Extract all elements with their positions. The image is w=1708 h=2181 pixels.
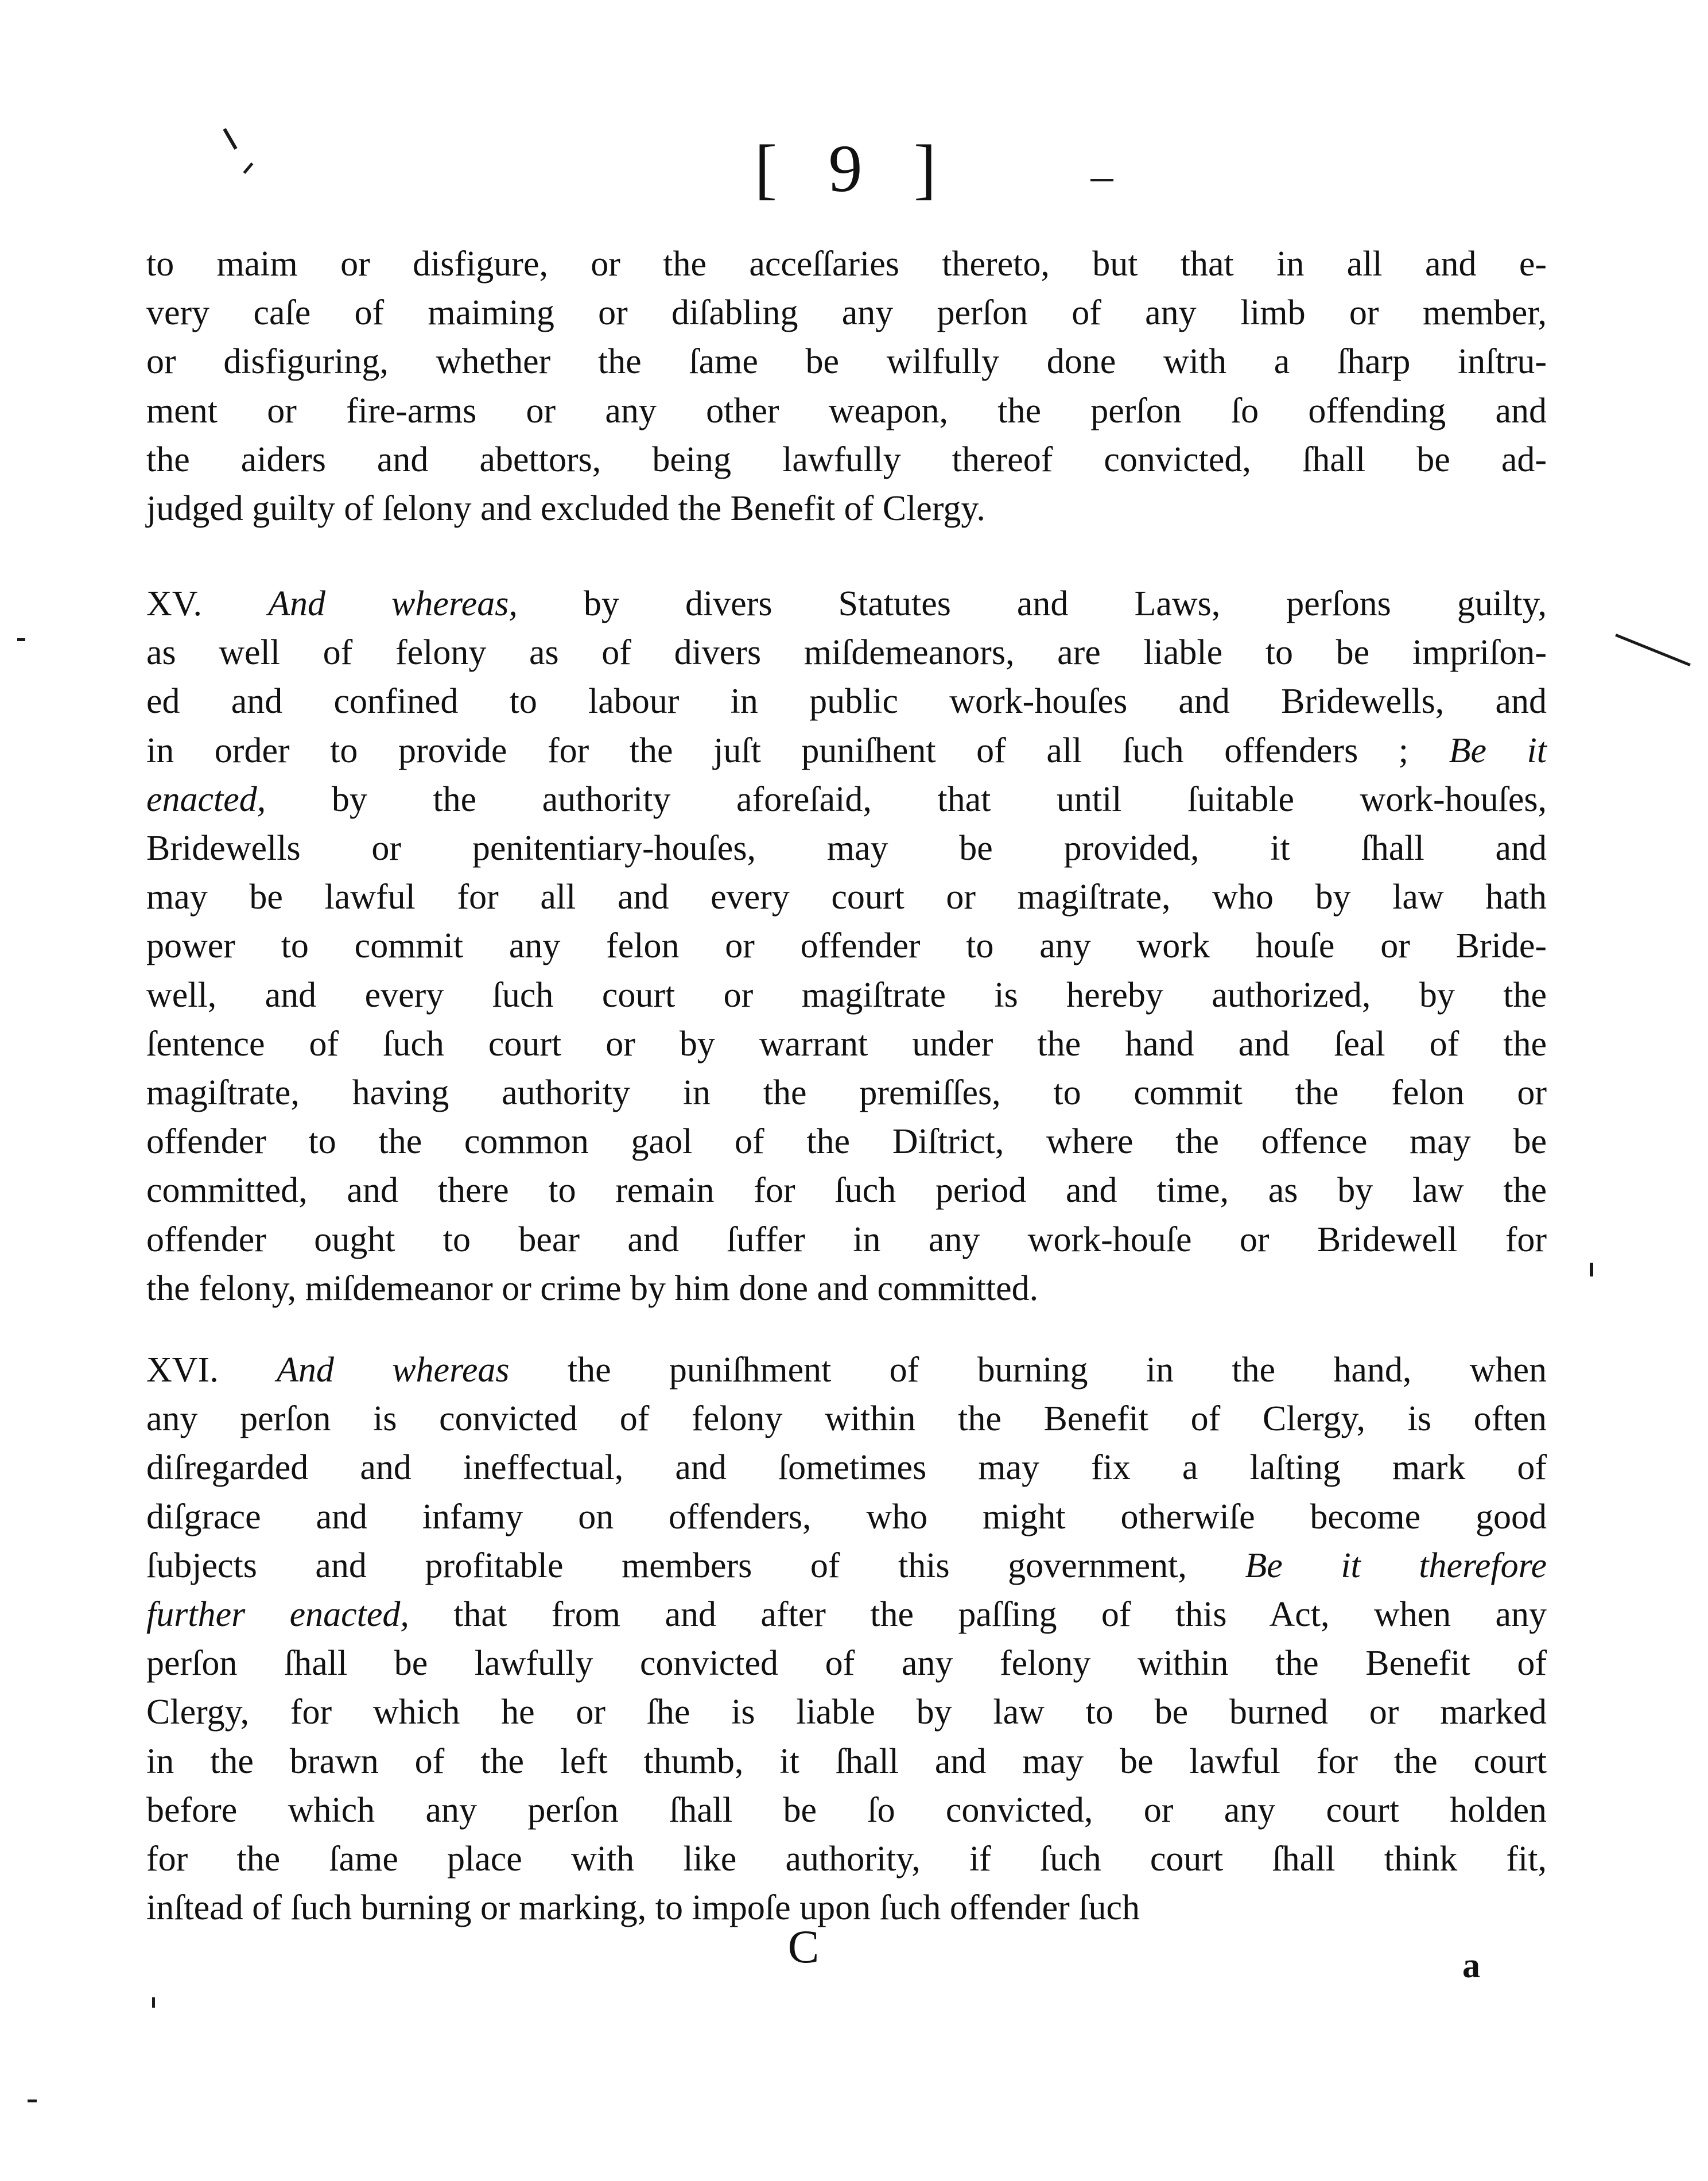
text-line bbox=[146, 1639, 1547, 1688]
text-run: Clergy, for which he or ſhe is liable by law to be burned or marked bbox=[146, 1693, 1547, 1732]
italic-phrase: And whereas, bbox=[268, 584, 518, 623]
text-run: offender to the common gaol of the Diſtrict, where the offence may be bbox=[146, 1122, 1547, 1162]
scan-speck bbox=[1615, 634, 1691, 666]
text-line bbox=[146, 775, 1547, 824]
scan-speck bbox=[1090, 179, 1113, 181]
signature-mark: C bbox=[787, 1920, 820, 1973]
text-run: magiſtrate, having authority in the premiſſes, to commit the felon or bbox=[146, 1073, 1547, 1113]
section-xv bbox=[146, 580, 1547, 1313]
text-run: ed and confined to labour in public work-houſes and Bridewells, and bbox=[146, 682, 1547, 721]
text-line: very caſe of maiming or diſabling any perſon of any limb or member, bbox=[146, 293, 1547, 333]
text-line bbox=[146, 1216, 1547, 1264]
text-run: power to commit any felon or offender to any work houſe or Bride- bbox=[146, 926, 1547, 966]
text-line bbox=[146, 580, 1547, 628]
text-line: to maim or disfigure, or the acceſſaries thereto, but that in all and e- bbox=[146, 245, 1547, 284]
text-line: or disfiguring, whether the ſame be wilfully done with a ſharp inſtru- bbox=[146, 342, 1547, 382]
paragraph-continuation bbox=[146, 240, 1547, 533]
text-line bbox=[146, 1395, 1547, 1443]
text-run: offender ought to bear and ſuffer in any work-houſe or Bridewell for bbox=[146, 1220, 1547, 1259]
text-line bbox=[146, 1542, 1547, 1590]
text-run: by divers Statutes and Laws, perſons guilty, bbox=[517, 584, 1547, 623]
text-line bbox=[146, 824, 1547, 873]
text-run: inſtead of ſuch burning or marking, to impoſe upon ſuch offender ſuch bbox=[146, 1888, 1140, 1928]
text-line bbox=[146, 971, 1547, 1020]
text-line: judged guilty of ſelony and excluded the Benefit of Clergy. bbox=[146, 489, 985, 529]
text-run: the felony, miſdemeanor or crime by him done and committed. bbox=[146, 1268, 1039, 1308]
section-number: XV. bbox=[146, 584, 203, 623]
scan-speck bbox=[1590, 1263, 1593, 1276]
section-xvi bbox=[146, 1346, 1547, 1932]
italic-phrase: enacted, bbox=[146, 779, 266, 819]
italic-phrase: And whereas bbox=[277, 1350, 510, 1390]
text-line: ment or fire-arms or any other weapon, the perſon ſo offending and bbox=[146, 391, 1547, 430]
text-run: in the brawn of the left thumb, it ſhall and may be lawful for the court bbox=[146, 1741, 1547, 1781]
text-line: the aiders and abettors, being lawfully thereof convicted, ſhall be ad- bbox=[146, 440, 1547, 479]
text-line bbox=[146, 1166, 1547, 1215]
catchword: a bbox=[1462, 1946, 1480, 1985]
text-run: before which any perſon ſhall be ſo convicted, or any court holden bbox=[146, 1790, 1547, 1830]
italic-phrase: Be it therefore bbox=[1186, 1546, 1547, 1585]
text-run: well, and every ſuch court or magiſtrate is hereby authorized, by the bbox=[146, 975, 1547, 1015]
text-line bbox=[146, 727, 1547, 775]
text-line bbox=[146, 1069, 1547, 1117]
text-line bbox=[146, 873, 1547, 922]
text-line bbox=[146, 1117, 1547, 1166]
text-run: any perſon is convicted of felony within the Benefit of Clergy, is often bbox=[146, 1399, 1547, 1439]
text-line bbox=[146, 1264, 1547, 1313]
text-line bbox=[146, 1786, 1547, 1835]
text-run: diſgrace and infamy on offenders, who might otherwiſe become good bbox=[146, 1497, 1547, 1536]
text-run: committed, and there to remain for ſuch period and time, as by law the bbox=[146, 1171, 1547, 1210]
text-line bbox=[146, 677, 1547, 726]
text-line bbox=[146, 1346, 1547, 1395]
text-run: in order to provide for the juſt puniſhent of all ſuch offenders ; bbox=[146, 731, 1409, 770]
text-run: diſregarded and ineffectual, and ſometimes may fix a laſting mark of bbox=[146, 1448, 1547, 1488]
text-run: by the authority aforeſaid, that until ſuitable work-houſes, bbox=[266, 779, 1547, 819]
text-run: ſentence of ſuch court or by warrant under the hand and ſeal of the bbox=[146, 1024, 1547, 1064]
text-run: the puniſhment of burning in the hand, when bbox=[509, 1350, 1547, 1390]
text-line bbox=[146, 1737, 1547, 1786]
text-line bbox=[146, 628, 1547, 677]
scan-speck bbox=[152, 1997, 155, 2008]
italic-phrase: Be it bbox=[1408, 731, 1547, 770]
section-number: XVI. bbox=[146, 1350, 219, 1390]
text-line bbox=[146, 1443, 1547, 1492]
italic-phrase: further enacted, bbox=[146, 1595, 409, 1635]
text-run: as well of felony as of divers miſdemeanors, are liable to be impriſon- bbox=[146, 633, 1547, 673]
scan-speck bbox=[17, 638, 25, 641]
text-line bbox=[146, 1590, 1547, 1639]
text-run: for the ſame place with like authority, if ſuch court ſhall think fit, bbox=[146, 1840, 1547, 1879]
text-run: Bridewells or penitentiary-houſes, may be provided, it ſhall and bbox=[146, 829, 1547, 868]
text-run: ſubjects and profitable members of this government, bbox=[146, 1546, 1187, 1585]
text-run: may be lawful for all and every court or magiſtrate, who by law hath bbox=[146, 878, 1547, 917]
text-line bbox=[146, 922, 1547, 971]
text-line bbox=[146, 1835, 1547, 1884]
text-line bbox=[146, 1493, 1547, 1542]
text-run: that from and after the paſſing of this Act, when any bbox=[409, 1595, 1547, 1635]
page-number: [ 9 ] bbox=[754, 131, 954, 206]
text-line bbox=[146, 1688, 1547, 1737]
text-line bbox=[146, 1020, 1547, 1069]
scan-speck bbox=[28, 2099, 37, 2102]
text-run: perſon ſhall be lawfully convicted of any felony within the Benefit of bbox=[146, 1644, 1547, 1683]
